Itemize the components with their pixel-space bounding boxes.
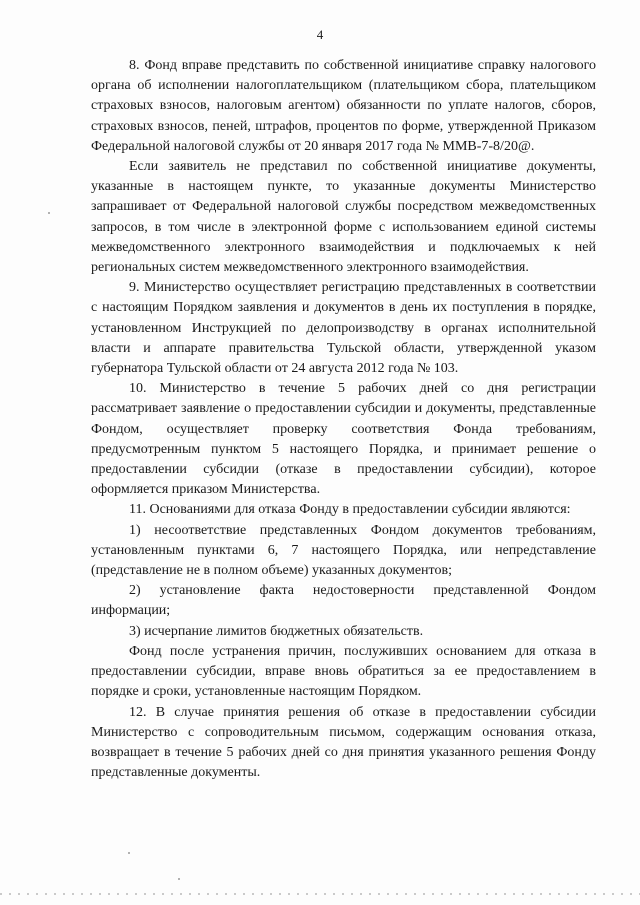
paragraph-8: 8. Фонд вправе представить по собственной инициативе справку налогового органа об исполнении налогоплательщиком (плательщиком сбора, плательщиком страховых взносов, налоговым агентом) обязанности по уплате налогов, сборов, страховых взносов, пеней, штрафов, процентов по форме, утвержденной Приказом Федеральной налоговой службы от 20 января 2017 года № ММВ-7-8/20@. bbox=[91, 58, 596, 154]
list-item-2: 2) установление факта недостоверности представленной Фондом информации; bbox=[91, 583, 596, 619]
paragraph-10: 10. Министерство в течение 5 рабочих дней со дня регистрации рассматривает заявление о предоставлении субсидии и документы, представленные Фондом, осуществляет проверку соответствия Фонда требованиям, предусмотренным пунктом 5 настоящего Порядка, и принимает решение о предоставлении субсидии (отказе в предоставлении субсидии), которое оформляется приказом Министерства. bbox=[91, 381, 596, 498]
page-number: 4 bbox=[316, 27, 324, 42]
scan-speck bbox=[48, 212, 50, 214]
paragraph-11-note: Фонд после устранения причин, послуживших основанием для отказа в предоставлении субсидии, вправе вновь обратиться за ее предоставлением в порядке и сроки, установленные настоящим Порядком. bbox=[91, 643, 596, 700]
scan-speck bbox=[178, 878, 180, 880]
scan-edge-noise bbox=[0, 893, 640, 895]
paragraph-9: 9. Министерство осуществляет регистрацию представленных в соответствии с настоящим Порядком заявления и документов в день их поступления в порядке, установленном Инструкцией по делопроизводству в органах исполнительной власти и аппарате правительства Тульской области, утвержденной указом губернатора Тульской области от 24 августа 2012 года № 103. bbox=[91, 280, 596, 377]
paragraph-11: 11. Основаниями для отказа Фонду в предоставлении субсидии являются: bbox=[129, 502, 571, 518]
list-item-3: 3) исчерпание лимитов бюджетных обязательств. bbox=[129, 623, 424, 639]
list-item-1: 1) несоответствие представленных Фондом документов требованиям, установленным пунктами 6, 7 настоящего Порядка, или непредставление (представление не в полном объеме) указанных документов; bbox=[91, 522, 596, 579]
paragraph-12: 12. В случае принятия решения об отказе в предоставлении субсидии Министерство с сопроводительным письмом, содержащим основания отказа, возвращает в течение 5 рабочих дней со дня принятия указанного решения Фонду представленные документы. bbox=[91, 704, 596, 781]
scan-speck bbox=[128, 852, 130, 854]
document-body bbox=[91, 56, 596, 783]
paragraph-8-continuation: Если заявитель не представил по собственной инициативе документы, указанные в настоящем пункте, то указанные документы Министерство запрашивает от Федеральной налоговой службы посредством межведомственных запросов, в том числе в электронной форме с использованием единой системы межведомственного электронного взаимодействия и подключаемых к ней региональных систем межведомственного электронного взаимодействия. bbox=[91, 159, 596, 276]
